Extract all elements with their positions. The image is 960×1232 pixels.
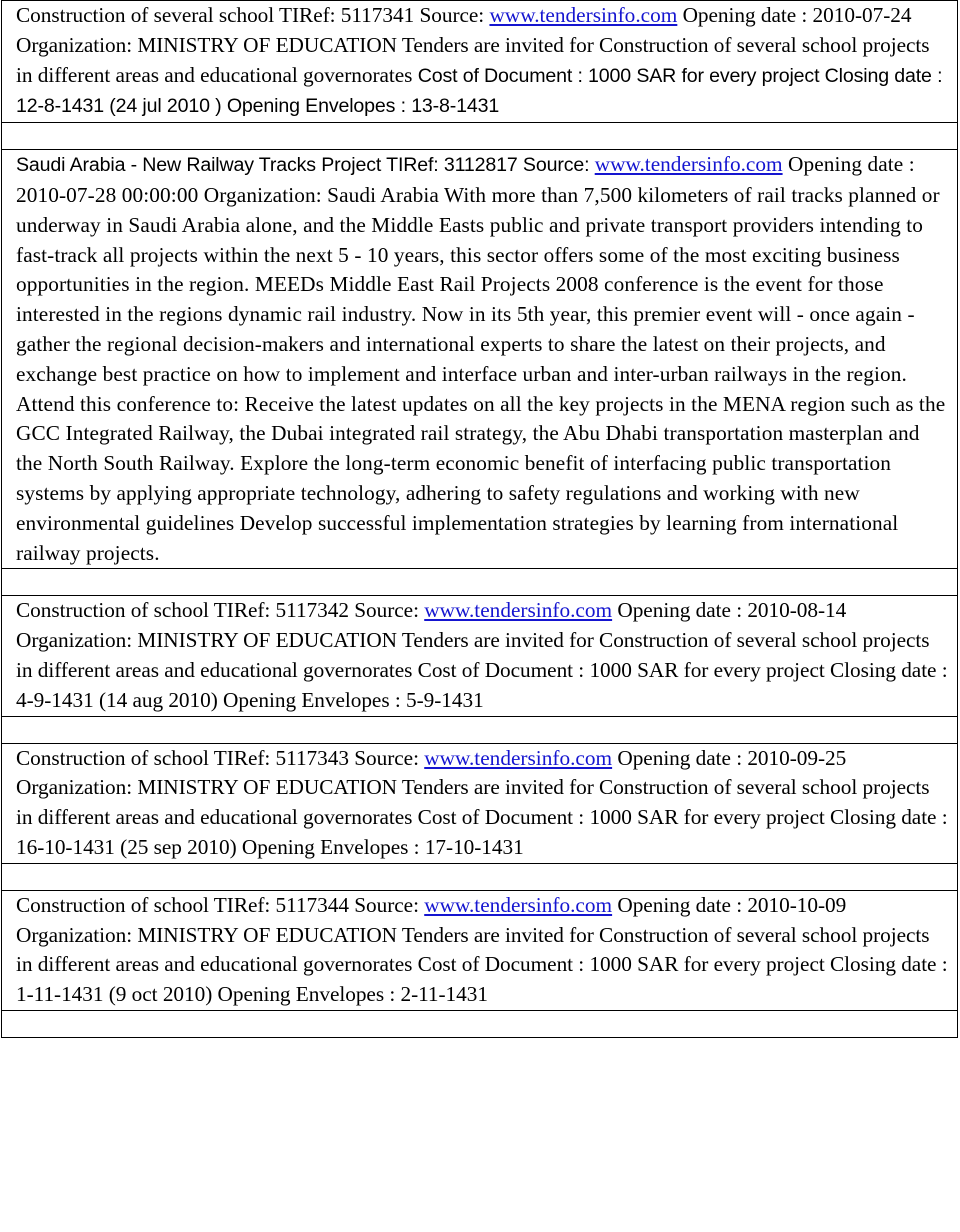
tender-entry: [2, 596, 958, 716]
tender-entry: [2, 1, 958, 123]
spacer-row: [2, 1010, 958, 1037]
empty-cell: [2, 716, 958, 743]
tender-title: Construction of several school TIRef: 5117341 Source:: [16, 3, 490, 27]
tender-title: Construction of school TIRef: 5117342 Source:: [16, 598, 425, 623]
tender-details: Opening date : 2010-10-09 Organization: MINISTRY OF EDUCATION Tenders are invited for Construction of several school projects in different areas and educational governorates Cost of Document : 1000 SAR for every project Closing date : 1-11-1431 (9 oct 2010) Opening Envelopes : 2-11-1431: [16, 892, 948, 1007]
tender-entry: [2, 890, 958, 1010]
tender-details: Opening date : 2010-07-28 00:00:00 Organization: Saudi Arabia With more than 7,500 kilometers of rail tracks planned or underway in Saudi Arabia alone, and the Middle Easts public and private transport providers intending to fast-track all projects within the next 5 - 10 years, this sector offers some of the most exciting business opportunities in the region. MEEDs Middle East Rail Projects 2008 conference is the event for those interested in the regions dynamic rail industry. Now in its 5th year, this premier event will - once again - gather the regional decision-makers and international experts to share the latest on their projects, and exchange best practice on how to implement and interface urban and inter-urban railways in the region. Attend this conference to: Receive the latest updates on all the key projects in the MENA region such as the GCC Integrated Railway, the Dubai integrated rail strategy, the Abu Dhabi transportation masterplan and the North South Railway. Explore the long-term economic benefit of interfacing public transportation systems by applying appropriate technology, adhering to safety regulations and working with new environmental guidelines Develop successful implementation strategies by learning from international railway projects.: [16, 152, 946, 565]
source-link[interactable]: www.tendersinfo.com: [424, 598, 613, 623]
tender-row: [2, 743, 958, 863]
tender-entry: [2, 150, 958, 569]
tender-row: [2, 890, 958, 1010]
empty-cell: [2, 123, 958, 150]
source-link[interactable]: www.tendersinfo.com: [489, 3, 678, 27]
tender-title: Construction of school TIRef: 5117344 Source:: [16, 892, 425, 917]
tender-entry: [2, 743, 958, 863]
spacer-row: [2, 716, 958, 743]
empty-cell: [2, 863, 958, 890]
source-link[interactable]: www.tendersinfo.com: [424, 892, 613, 917]
source-link[interactable]: www.tendersinfo.com: [594, 152, 783, 177]
empty-cell: [2, 569, 958, 596]
tender-row: [2, 596, 958, 716]
tender-details: Opening date : 2010-09-25 Organization: MINISTRY OF EDUCATION Tenders are invited for Construction of several school projects in different areas and educational governorates Cost of Document : 1000 SAR for every project Closing date : 16-10-1431 (25 sep 2010) Opening Envelopes : 17-10-1431: [16, 745, 948, 859]
source-link[interactable]: www.tendersinfo.com: [424, 745, 613, 770]
tender-title: Saudi Arabia - New Railway Tracks Project TIRef: 3112817 Source:: [16, 154, 595, 177]
tender-row: [2, 1, 958, 123]
tenders-table: [1, 0, 958, 1038]
spacer-row: [2, 569, 958, 596]
empty-cell: [2, 1010, 958, 1037]
tender-title: Construction of school TIRef: 5117343 Source:: [16, 745, 425, 770]
spacer-row: [2, 863, 958, 890]
tender-details: Opening date : 2010-08-14 Organization: MINISTRY OF EDUCATION Tenders are invited for Construction of several school projects in different areas and educational governorates Cost of Document : 1000 SAR for every project Closing date : 4-9-1431 (14 aug 2010) Opening Envelopes : 5-9-1431: [16, 598, 948, 712]
spacer-row: [2, 123, 958, 150]
tender-cost-details: Cost of Document : 1000 SAR for every project Closing date : 12-8-1431 (24 jul 2010 ) Opening Envelopes : 13-8-1431: [16, 64, 943, 118]
tender-details: Opening date : 2010-07-24 Organization: MINISTRY OF EDUCATION Tenders are invited for Construction of several school projects in different areas and educational governorates: [16, 3, 930, 87]
tender-row: [2, 150, 958, 569]
